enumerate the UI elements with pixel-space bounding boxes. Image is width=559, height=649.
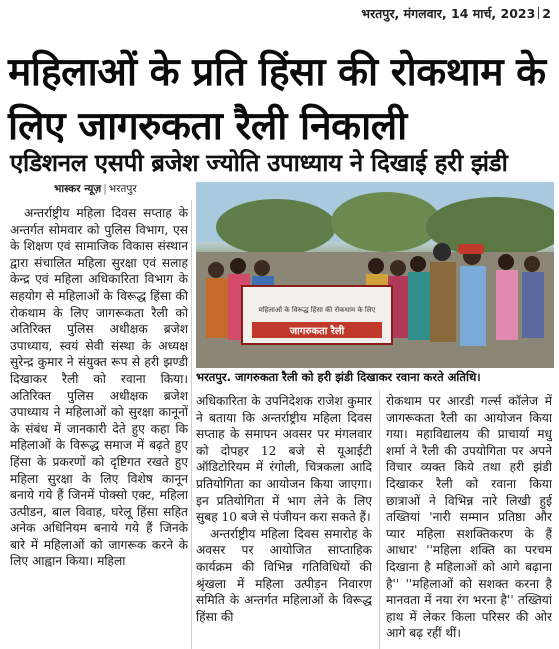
news-photo [196, 182, 554, 368]
article-paragraph: अन्तर्राष्ट्रीय महिला दिवस समारोह के अवसर पर आयोजित साप्ताहिक कार्यक्रम की विभिन्न गतिविधियों की श्रृंखला में महिला उत्पीड़न निवारण समिति के अन्तर्गत महिलाओं के विरूद्ध हिंसा की [196, 526, 372, 624]
byline-divider: | [103, 183, 107, 195]
banner-title: जागरुकता रैली [289, 326, 345, 337]
column-divider [191, 200, 192, 649]
headline: महिलाओं के प्रति हिंसा की रोकथाम के लिए जागरुकता रैली निकाली [8, 50, 546, 149]
article-paragraph: अन्तर्राष्ट्रीय महिला दिवस सप्ताह के अन्तर्गत सोमवार को पुलिस विभाग, एस के शिक्षण एवं सामाजिक विकास संस्थान द्वारा संचालित महिला सुरक्षा एवं सलाह केन्द्र एवं महिला अधिकारिता विभाग के सहयोग से महिलाओं के विरूद्ध हिंसा की रोकथाम के लिए जागरूकता रैली को अतिरिक्त पुलिस अधीक्षक ब्रजेश उपाध्याय, स्वयं सेवी संस्था के अध्यक्ष सुरेन्द्र कुमार ने संयुक्त रूप से हरी झण्डी दिखाकर रैली को रवाना किया। अतिरिक्त पुलिस अधीक्षक ब्रजेश उपाध्याय ने महिलाओं को सुरक्षा कानूनों के संबंध में जानकारी देते हुए कहा कि महिलाओं के विरूद्ध समाज में बढ़ते हुए हिंसा के प्रकरणों को दृष्टिगत रखते हुए महिला सुरक्षा के लिए विशेष कानून बनाये गये हैं जिनमें पोक्सो एक्ट, महिला उत्पीडन, बाल विवाह, घरेलू हिंसा सहित अनेक अधिनियम बनाये गये हैं जिनके बारे में महिलाओं को जागरूक करने के लिए आह्वान किया। महिला [10, 206, 188, 569]
subheadline: एडिशनल एसपी ब्रजेश ज्योति उपाध्याय ने दिखाई हरी झंडी [10, 149, 508, 177]
article-column-3 [386, 393, 552, 649]
byline [54, 182, 137, 196]
byline-source: भास्कर न्यूज़ [54, 183, 102, 195]
article-paragraph: अधिकारिता के उपनिदेशक राजेश कुमार ने बताया कि अन्तर्राष्ट्रीय महिला दिवस सप्ताह के समापन अवसर पर मंगलवार को दोपहर 12 बजे से यूआईटी ऑडिटोरियम में रंगोली, चित्रकला आदि प्रतियोगिता का आयोजन किया जाएगा। इन प्रतियोगिता में भाग लेने के लिए सुबह 10 बजे से पंजीयन करा सकते हैं। [196, 394, 372, 525]
dateline [361, 5, 551, 22]
article-paragraph: रोकथाम पर आरडी गर्ल्स कॉलेज में जागरूकता रैली का आयोजन किया गया। महाविद्यालय की प्राचार्या मधु शर्मा ने रैली की उपयोगिता पर अपने विचार व्यक्त किये तथा हरी झंडी दिखाकर रैली को रवाना किया छात्राओं ने विभिन्न नारे लिखी हुई तख्तियां 'नारी सम्मान प्रतिष्ठा और प्यार महिला सशक्तिकरण के हैं आधार' ''महिला शक्ति का परचम दिखाना है महिलाओं को आगे बढ़ाना है'' ''महिलाओं को सशक्त करना है मानवता में नया रंग भरना है'' तख्तियां हाथ में लेकर किला परिसर की ओर आगे बढ़ रहीं थीं। [386, 394, 552, 641]
photo-caption: भरतपुर. जागरुकता रैली को हरी झंडी दिखाकर रवाना करते अतिथि। [196, 370, 481, 384]
page-header [0, 0, 559, 30]
dateline-separator [538, 7, 539, 19]
byline-place: भरतपुर [108, 183, 137, 195]
dateline-place-date: भरतपुर, मंगलवार, 14 मार्च, 2023 [361, 6, 536, 21]
banner-subtitle: महिलाओं के विरूद्ध हिंसा की रोकथाम के लिए [258, 306, 376, 314]
article-column-1 [10, 205, 188, 649]
column-divider [379, 390, 380, 649]
page-number: 2 [542, 6, 551, 21]
article-column-2 [196, 393, 372, 649]
rally-photo-illustration [196, 182, 554, 368]
